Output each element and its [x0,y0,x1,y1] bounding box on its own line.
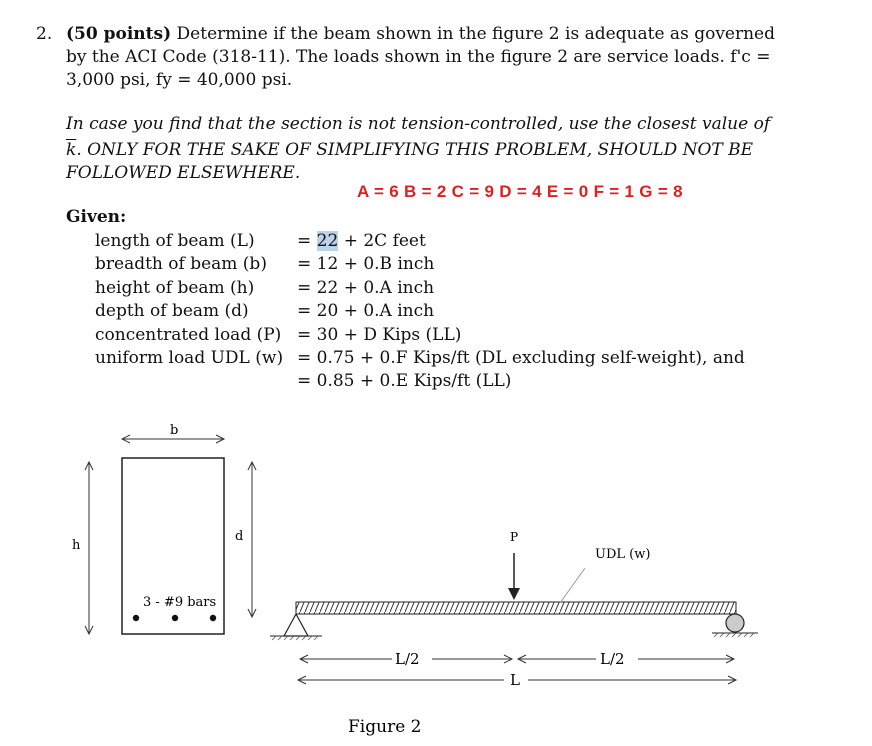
label-b: b [170,423,179,438]
given-value-2 [297,277,434,299]
figure-2-diagram [0,400,872,746]
highlighted-length: 22 [316,231,339,251]
given-label-5: uniform load UDL (w) [95,348,284,368]
roller-support-icon [726,614,744,632]
given-val-2: 22 + 0.A inch [316,278,435,298]
given-val-5: 0.75 + 0.F Kips/ft (DL excluding self-weight), and [316,348,745,368]
given-val-3: 20 + 0.A inch [316,301,435,321]
statement-text-1: Determine if the beam shown in the figure 2 is adequate as governed [171,24,775,44]
label-half-right: L/2 [600,650,625,668]
note-k-symbol: $\overline{k}$ [66,140,77,160]
given-eq-2: = [297,278,317,298]
beam-cross-section [72,423,256,634]
given-label-1: breadth of beam (b) [95,254,267,274]
point-load-arrow-icon [508,588,520,600]
beam-body [296,602,736,614]
given-eq-5: = [297,348,317,368]
given-eq-3: = [297,301,317,321]
label-udl: UDL (w) [595,547,651,562]
problem-statement-line1 [66,23,775,45]
given-label-0: length of beam (L) [95,231,255,251]
given-value-6: = 0.85 + 0.E Kips/ft (LL) [297,371,512,391]
pin-support-icon [284,614,308,636]
label-h: h [72,538,81,553]
given-val-0: + 2C feet [338,231,426,251]
note-line1: In case you find that the section is not tension-controlled, use the closest value of [66,114,771,134]
figure-caption: Figure 2 [348,717,422,737]
given-val-4: 30 + D Kips (LL) [316,325,462,345]
rebar-dot-right [210,615,216,621]
given-label-3: depth of beam (d) [95,301,249,321]
given-value-1 [297,253,434,275]
given-val-1: 12 + 0.B inch [316,254,435,274]
problem-number: 2. [36,24,53,44]
bars-label: 3 - #9 bars [143,595,217,610]
udl-leader-line [560,568,585,603]
given-value-0 [297,230,426,252]
problem-statement-line2: by the ACI Code (318-11). The loads shown in the figure 2 are service loads. f'c = [66,47,771,67]
problem-statement-line3: 3,000 psi, fy = 40,000 psi. [66,70,293,90]
label-span: L [510,671,520,689]
given-value-4 [297,324,461,346]
note-line2 [66,139,753,161]
label-d: d [235,529,244,544]
rebar-dot-middle [172,615,178,621]
label-p: P [510,530,519,544]
problem-points: (50 points) [66,24,172,44]
given-value-5 [297,347,745,369]
given-value-3 [297,300,434,322]
given-label-2: height of beam (h) [95,278,255,298]
given-title: Given: [66,207,127,227]
given-eq-0: = [297,231,317,251]
given-label-4: concentrated load (P) [95,325,282,345]
label-half-left: L/2 [395,650,420,668]
note-line2-text: . ONLY FOR THE SAKE OF SIMPLIFYING THIS PROBLEM, SHOULD NOT BE [76,140,754,160]
roller-ground-hatch-icon [714,633,754,637]
rebar-dot-left [133,615,139,621]
note-line3: FOLLOWED ELSEWHERE. [66,163,301,183]
variable-values: A = 6 B = 2 C = 9 D = 4 E = 0 F = 1 G = 8 [357,182,683,201]
given-eq-4: = [297,325,317,345]
beam-elevation [270,530,758,689]
given-eq-1: = [297,254,317,274]
